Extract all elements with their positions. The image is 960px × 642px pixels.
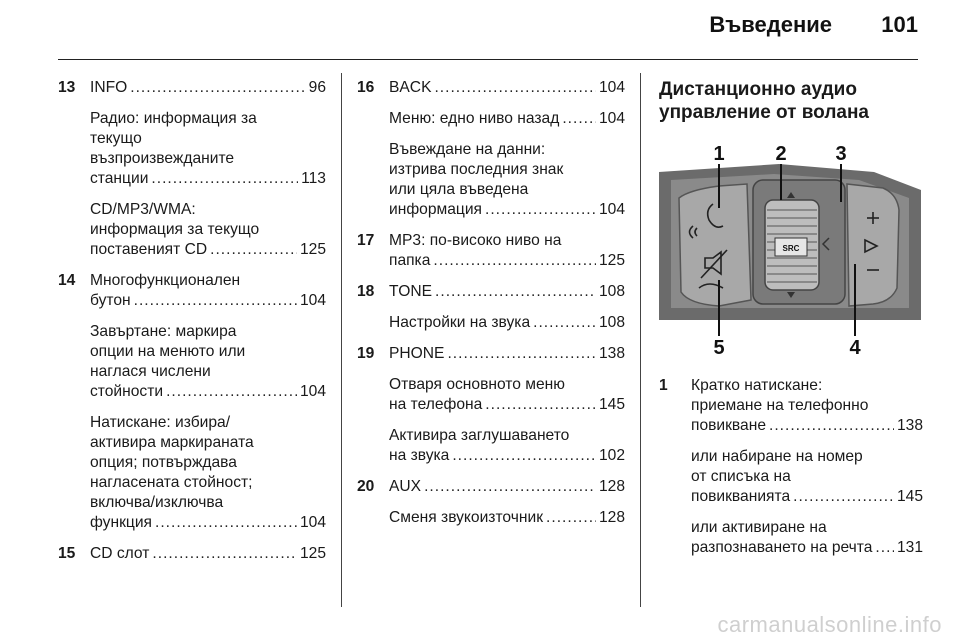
entry-text: Радио: информация за	[90, 110, 257, 127]
index-column-1	[58, 78, 326, 575]
callout-label-5: 5	[713, 337, 725, 358]
callout-label-2: 2	[775, 143, 787, 165]
index-entry	[659, 376, 923, 436]
index-entry	[357, 313, 625, 333]
dot-leader	[166, 382, 297, 402]
entry-text: активира маркираната	[90, 434, 254, 451]
callout-label-4: 4	[849, 337, 861, 358]
index-entry	[58, 200, 326, 260]
dot-leader	[433, 251, 596, 271]
steering-wheel-photo	[659, 164, 921, 320]
page-reference: 125	[299, 545, 326, 562]
entry-text: на телефона	[389, 396, 483, 413]
entry-text: BACK	[389, 79, 432, 96]
entry-text: изтрива последния знак	[389, 161, 564, 178]
entry-number: 14	[58, 272, 76, 289]
src-button-label: SRC	[782, 244, 800, 253]
column-divider-2	[640, 73, 641, 607]
entry-text: CD слот	[90, 545, 150, 562]
index-entry	[357, 109, 625, 129]
entry-number: 18	[357, 283, 375, 300]
entry-text: наглася числени	[90, 363, 211, 380]
entry-text: стойности	[90, 383, 164, 400]
dot-leader	[447, 344, 596, 364]
section-title-line-2: управление от волана	[659, 102, 869, 123]
entry-number: 20	[357, 478, 375, 495]
page-reference: 138	[598, 345, 625, 362]
dot-leader	[875, 538, 894, 558]
page-reference: 131	[896, 539, 923, 556]
entry-number: 17	[357, 232, 375, 249]
index-entry	[357, 140, 625, 220]
index-entry	[357, 78, 625, 98]
page-reference: 113	[301, 170, 326, 187]
entry-text: INFO	[90, 79, 128, 96]
entry-text: Сменя звукоизточник	[389, 509, 544, 526]
entry-text: текущо	[90, 130, 142, 147]
entry-line-with-page	[691, 416, 923, 436]
entry-text: нагласената стойност;	[90, 474, 253, 491]
index-entry	[659, 447, 923, 507]
dot-leader	[424, 477, 596, 497]
entry-number: 1	[659, 377, 668, 394]
dot-leader	[434, 78, 596, 98]
index-entry	[58, 109, 326, 189]
entry-text: Въвеждане на данни:	[389, 141, 546, 158]
entry-line-with-page	[389, 200, 625, 220]
entry-line-with-page	[691, 487, 923, 507]
entry-text: Кратко натискане:	[691, 377, 823, 394]
entry-text: или набиране на номер	[691, 448, 863, 465]
entry-text: информация	[389, 201, 482, 218]
entry-text: станции	[90, 170, 149, 187]
entry-text: повикванията	[691, 488, 791, 505]
entry-line-with-page	[389, 446, 625, 466]
entry-text: поставеният CD	[90, 241, 208, 258]
dot-leader	[155, 513, 297, 533]
entry-text: или активиране на	[691, 519, 827, 536]
entry-line-with-page	[90, 169, 326, 189]
entry-text: MP3: по-високо ниво на	[389, 232, 562, 249]
column-divider-1	[341, 73, 342, 607]
dot-leader	[151, 169, 298, 189]
entry-line-with-page	[389, 109, 625, 129]
index-entry	[357, 231, 625, 271]
entry-number: 13	[58, 79, 76, 96]
entry-line-with-page	[90, 240, 326, 260]
page-reference: 102	[598, 447, 625, 464]
watermark: carmanualsonline.info	[717, 612, 942, 637]
dot-leader	[485, 395, 596, 415]
dot-leader	[546, 508, 596, 528]
page-reference: 104	[299, 383, 326, 400]
dot-leader	[769, 416, 894, 436]
entry-number: 16	[357, 79, 375, 96]
entry-text: бутон	[90, 292, 131, 309]
entry-line-with-page	[90, 513, 326, 533]
callout-label-3: 3	[835, 143, 847, 165]
entry-text: Натискане: избира/	[90, 414, 231, 431]
entry-text: опции на менюто или	[90, 343, 246, 360]
page-number: 101	[881, 12, 918, 37]
entry-text: на звука	[389, 447, 450, 464]
index-entry	[58, 322, 326, 402]
index-column-2	[357, 78, 625, 539]
index-entry	[58, 413, 326, 533]
header-divider	[58, 59, 918, 60]
page-reference: 138	[896, 417, 923, 434]
page-title: Въведение	[709, 12, 832, 37]
page-reference: 128	[598, 478, 625, 495]
entry-line-with-page	[389, 251, 625, 271]
entry-line-with-page	[389, 477, 625, 497]
entry-text: включва/изключва	[90, 494, 224, 511]
index-entry	[357, 282, 625, 302]
entry-number: 15	[58, 545, 76, 562]
section-title	[659, 78, 923, 124]
callout-label-1: 1	[713, 143, 725, 165]
entry-text: Отваря основното меню	[389, 376, 565, 393]
steering-controls-section	[659, 78, 923, 569]
entry-line-with-page	[389, 344, 625, 364]
entry-line-with-page	[389, 395, 625, 415]
entry-text: Активира заглушаването	[389, 427, 570, 444]
entry-text: папка	[389, 252, 431, 269]
entry-text: функция	[90, 514, 152, 531]
entry-number: 19	[357, 345, 375, 362]
dot-leader	[452, 446, 596, 466]
dot-leader	[134, 291, 297, 311]
dot-leader	[533, 313, 596, 333]
section-title-line-1: Дистанционно аудио	[659, 79, 857, 100]
entry-line-with-page	[90, 544, 326, 564]
index-entry	[357, 426, 625, 466]
page-reference: 145	[896, 488, 923, 505]
entry-text: разпознаването на речта	[691, 539, 873, 556]
dot-leader	[210, 240, 297, 260]
index-entry	[659, 518, 923, 558]
page-reference: 108	[598, 314, 625, 331]
entry-line-with-page	[90, 382, 326, 402]
entry-line-with-page	[691, 538, 923, 558]
index-entry	[58, 544, 326, 564]
page-reference: 104	[598, 110, 625, 127]
page-reference: 145	[598, 396, 625, 413]
entry-text: TONE	[389, 283, 433, 300]
page-reference: 125	[598, 252, 625, 269]
dot-leader	[435, 282, 596, 302]
controls-description-list	[659, 376, 923, 558]
dot-leader	[793, 487, 894, 507]
entry-text: повикване	[691, 417, 766, 434]
page-reference: 128	[598, 509, 625, 526]
index-entry	[58, 271, 326, 311]
dot-leader	[130, 78, 305, 98]
index-entry	[357, 375, 625, 415]
entry-text: информация за текущо	[90, 221, 260, 238]
entry-text: Настройки на звука	[389, 314, 531, 331]
page-reference: 125	[299, 241, 326, 258]
page-reference: 96	[308, 79, 326, 96]
entry-text: опция; потвърждава	[90, 454, 237, 471]
entry-text: Меню: едно ниво назад	[389, 110, 560, 127]
entry-line-with-page	[90, 291, 326, 311]
entry-text: приемане на телефонно	[691, 397, 869, 414]
dot-leader	[152, 544, 297, 564]
index-entry	[357, 508, 625, 528]
index-entry	[357, 344, 625, 364]
entry-line-with-page	[389, 313, 625, 333]
entry-text: Завъртане: маркира	[90, 323, 237, 340]
entry-line-with-page	[90, 78, 326, 98]
entry-line-with-page	[389, 78, 625, 98]
entry-line-with-page	[389, 282, 625, 302]
entry-text: или цяла въведена	[389, 181, 529, 198]
entry-text: Многофункционален	[90, 272, 241, 289]
steering-wheel-controls-figure	[659, 140, 921, 358]
dot-leader	[485, 200, 596, 220]
index-entry	[357, 477, 625, 497]
page-reference: 104	[299, 514, 326, 531]
page-reference: 104	[598, 201, 625, 218]
entry-text: възпроизвежданите	[90, 150, 235, 167]
page-reference: 108	[598, 283, 625, 300]
entry-text: PHONE	[389, 345, 445, 362]
entry-text: от списъка на	[691, 468, 791, 485]
entry-text: CD/MP3/WMA:	[90, 201, 196, 218]
entry-text: AUX	[389, 478, 422, 495]
entry-line-with-page	[389, 508, 625, 528]
index-entry	[58, 78, 326, 98]
dot-leader	[562, 109, 596, 129]
page-reference: 104	[598, 79, 625, 96]
page-reference: 104	[299, 292, 326, 309]
